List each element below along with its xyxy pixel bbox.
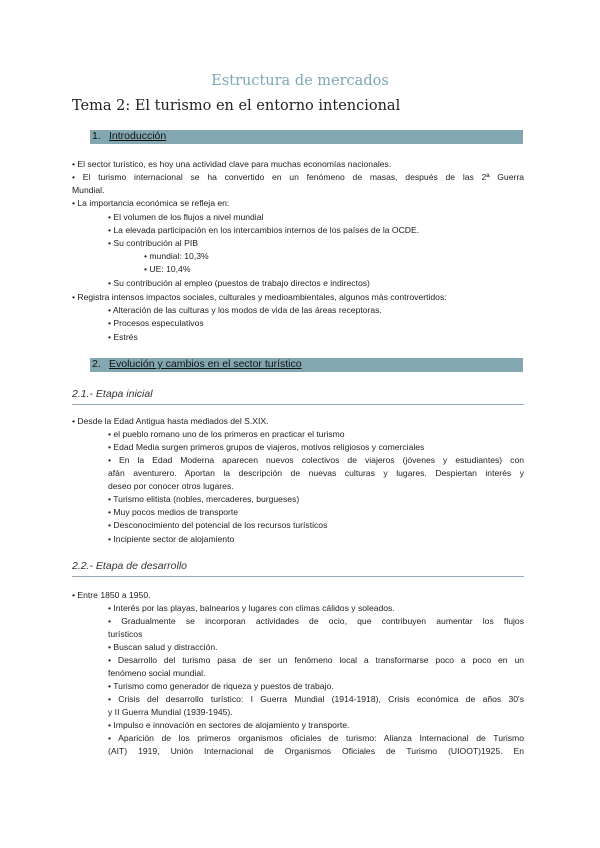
- intro-line: • Su contribución al PIB: [108, 238, 198, 248]
- intro-line: • UE: 10,4%: [144, 264, 191, 274]
- s21-line: • Muy pocos medios de transporte: [108, 507, 239, 517]
- intro-line: • El volumen de los flujos a nivel mundial: [108, 212, 264, 222]
- subsection-divider: [72, 576, 524, 577]
- s21-line: • Edad Media surgen primeros grupos de viajeros, motivos religiosos y comerciales: [108, 442, 425, 452]
- intro-line: • El sector turístico, es hoy una actividad clave para muchas economías nacionales.: [72, 159, 392, 169]
- s22-line: • Aparición de los primeros organismos oficiales de turismo: Alianza Internacional de Turismo: [108, 733, 524, 743]
- s22-line: • Crisis del desarrollo turístico: I Guerra Mundial (1914-1918), Crisis económica de años 30's: [108, 694, 524, 704]
- s21-line: deseo por conocer otros lugares.: [108, 481, 234, 491]
- intro-line: • Procesos especulativos: [108, 318, 204, 328]
- document-title: Estructura de mercados: [211, 73, 389, 89]
- s22-line: • Desarrollo del turismo pasa de ser un fenómeno local a transformarse poco a poco en un: [108, 655, 524, 665]
- s21-line: • Turismo elitista (nobles, mercaderes, burgueses): [108, 494, 300, 504]
- section-2-heading: [92, 358, 302, 370]
- s21-line: • Incipiente sector de alojamiento: [108, 534, 235, 544]
- section-1-label: Introducción: [109, 130, 167, 142]
- intro-line: • Alteración de las culturas y los modos de vida de las áreas receptoras.: [108, 305, 382, 315]
- s21-line: • Desde la Edad Antigua hasta mediados del S.XIX.: [72, 416, 269, 426]
- s21-line: • el pueblo romano uno de los primeros en practicar el turismo: [108, 429, 345, 439]
- s22-line: • Impulso e innovación en sectores de alojamiento y transporte.: [108, 720, 350, 730]
- section-2-label: Evolución y cambios en el sector turístico: [109, 358, 302, 370]
- s22-line: (AIT) 1919, Unión Internacional de Organismos Oficiales de Turismo (UIOOT)1925. En: [108, 746, 524, 756]
- intro-line: • mundial: 10,3%: [144, 251, 209, 261]
- section-1-heading: [92, 130, 166, 142]
- subsection-2-2-title: 2.2.- Etapa de desarrollo: [72, 560, 187, 572]
- subsection-2-1-title: 2.1.- Etapa inicial: [72, 388, 153, 400]
- s22-line: fenómeno social mundial.: [108, 668, 206, 678]
- intro-line: • La importancia económica se refleja en:: [72, 198, 230, 208]
- s22-line: • Entre 1850 a 1950.: [72, 590, 151, 600]
- s22-line: • Gradualmente se incorporan actividades de ocio, que contribuyen aumentar los flujos: [108, 616, 524, 626]
- s22-line: • Interés por las playas, balnearios y lugares con climas cálidos y soleados.: [108, 603, 395, 613]
- s21-line: afán aventurero. Aportan la descripción de nuevas culturas y lugares. Despiertan interés y: [108, 468, 524, 478]
- s21-line: • Desconocimiento del potencial de los recursos turísticos: [108, 520, 328, 530]
- intro-line: • El turismo internacional se ha convertido en un fenómeno de masas, después de las 2ª Guerra: [72, 172, 524, 182]
- section-1-number: 1.: [92, 130, 101, 142]
- intro-line: • Registra intensos impactos sociales, culturales y medioambientales, algunos más controvertidos:: [72, 292, 447, 302]
- intro-line: • Estrés: [108, 332, 138, 342]
- intro-line: Mundial.: [72, 185, 105, 195]
- intro-line: • Su contribución al empleo (puestos de trabajo directos e indirectos): [108, 278, 370, 288]
- subsection-divider: [72, 404, 524, 405]
- s22-line: turísticos: [108, 629, 143, 639]
- s22-line: • Buscan salud y distracción.: [108, 642, 218, 652]
- s21-line: • En la Edad Moderna aparecen nuevos colectivos de viajeros (jóvenes y estudiantes) con: [108, 455, 524, 465]
- intro-line: • La elevada participación en los intercambios internos de los países de la OCDE.: [108, 225, 420, 235]
- page-title: Tema 2: El turismo en el entorno intencional: [72, 98, 401, 114]
- s22-line: y II Guerra Mundial (1939-1945).: [108, 707, 233, 717]
- s22-line: • Turismo como generador de riqueza y puestos de trabajo.: [108, 681, 334, 691]
- section-2-number: 2.: [92, 358, 101, 370]
